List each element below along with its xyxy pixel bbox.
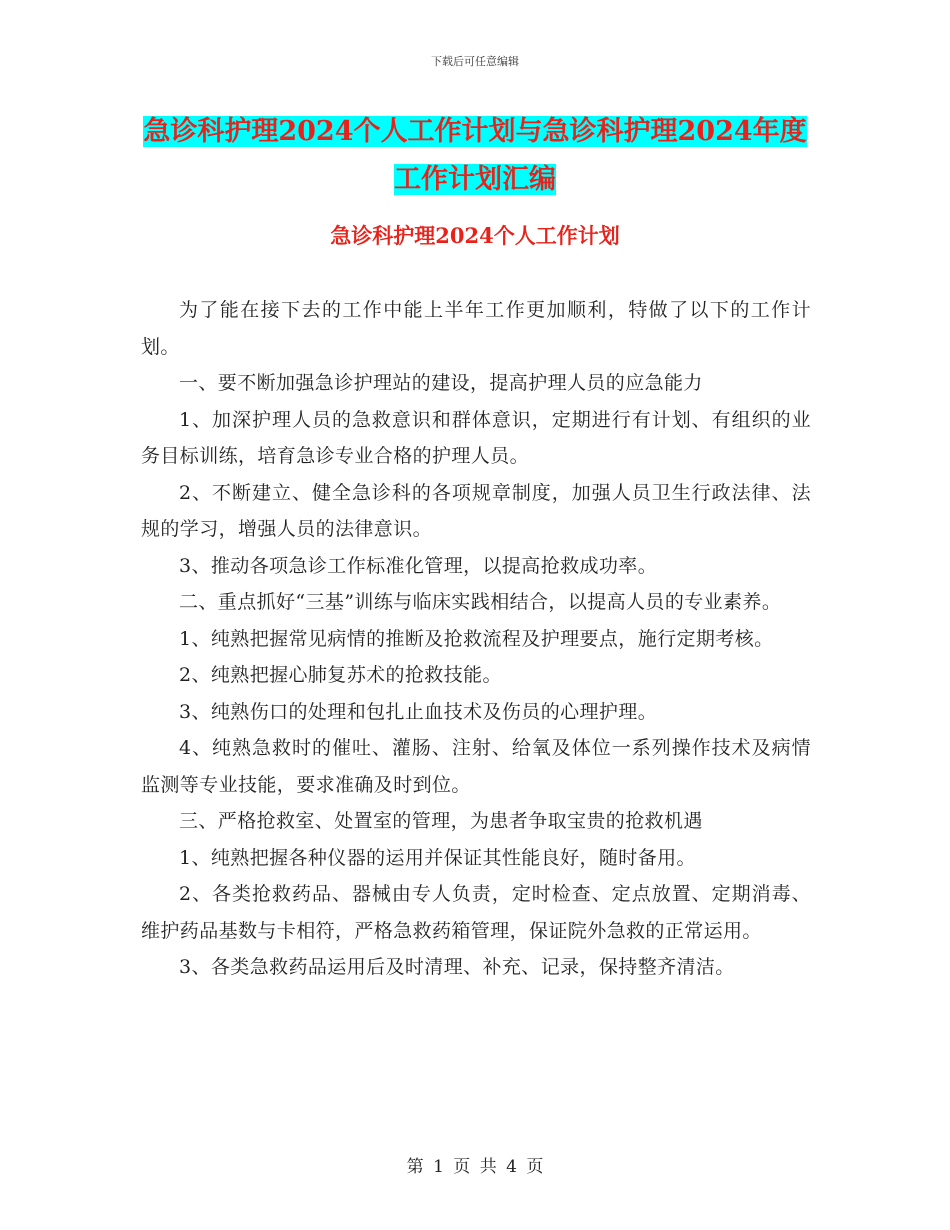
paragraph-1-1: 1、加深护理人员的急救意识和群体意识，定期进行有计划、有组织的业务目标训练，培育急诊专业合格的护理人员。	[141, 408, 811, 467]
paragraph-intro: 为了能在接下去的工作中能上半年工作更加顺利，特做了以下的工作计划。	[141, 299, 811, 358]
paragraph-3-2: 2、各类抢救药品、器械由专人负责，定时检查、定点放置、定期消毒、维护药品基数与卡相符，严格急救药箱管理，保证院外急救的正常运用。	[141, 883, 811, 942]
paragraph-heading-2: 二、重点抓好“三基”训练与临床实践相结合，以提高人员的专业素养。	[179, 591, 782, 613]
page-number: 第 1 页 共 4 页	[406, 1157, 544, 1177]
paragraph-2-2: 2、纯熟把握心肺复苏术的抢救技能。	[179, 664, 502, 686]
paragraph-heading-3: 三、严格抢救室、处置室的管理，为患者争取宝贵的抢救机遇	[179, 810, 703, 832]
paragraph-1-3: 3、推动各项急诊工作标准化管理，以提高抢救成功率。	[179, 554, 658, 577]
paragraph-3-1: 1、纯熟把握各种仪器的运用并保证其性能良好，随时备用。	[179, 846, 696, 869]
paragraph-1-2: 2、不断建立、健全急诊科的各项规章制度，加强人员卫生行政法律、法规的学习，增强人员的法律意识。	[141, 481, 811, 540]
document-title	[130, 108, 820, 204]
paragraph-2-3: 3、纯熟伤口的处理和包扎止血技术及伤员的心理护理。	[179, 700, 658, 723]
document-title-text: 急诊科护理2024个人工作计划与急诊科护理2024年度工作计划汇编	[143, 116, 807, 195]
paragraph-2-4: 4、纯熟急救时的催吐、灌肠、注射、给氧及体位一系列操作技术及病情监测等专业技能，要求准确及时到位。	[141, 737, 811, 796]
section-title: 急诊科护理2024个人工作计划	[330, 223, 620, 248]
paragraph-3-3: 3、各类急救药品运用后及时清理、补充、记录，保持整齐清洁。	[179, 956, 735, 978]
header-note: 下载后可任意编辑	[431, 55, 519, 68]
paragraph-2-1: 1、纯熟把握常见病情的推断及抢救流程及护理要点，施行定期考核。	[179, 627, 774, 650]
paragraph-heading-1: 一、要不断加强急诊护理站的建设，提高护理人员的应急能力	[179, 372, 703, 394]
document-body	[141, 292, 811, 986]
